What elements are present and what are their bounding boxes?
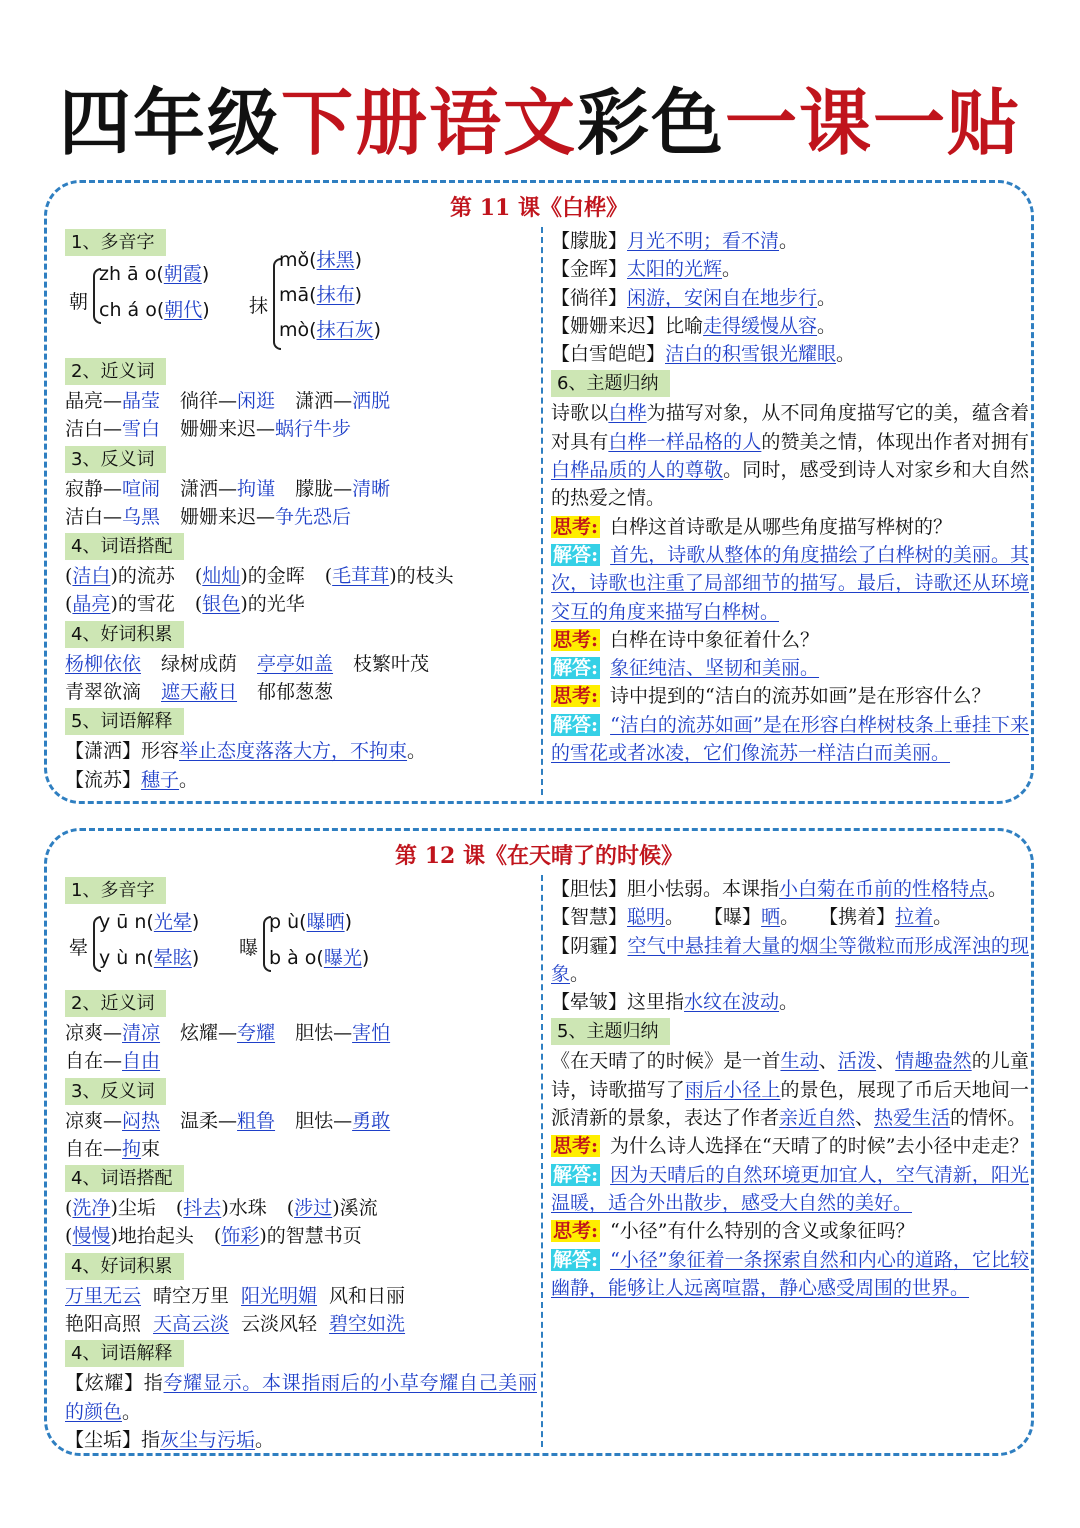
- title-part-4: 一课一贴: [725, 81, 1022, 165]
- word-explanation: 【白雪皑皑】洁白的积雪银光耀眼。: [551, 343, 856, 366]
- polyphonic-block: 晕 y ū n(光晕) y ù n(晕眩) 曝 p ù(曝晒) b à o(曝光): [65, 906, 537, 988]
- collocation-row: (慢慢)地抬起头 (饰彩)的智慧书页: [65, 1225, 362, 1248]
- pinyin: mǒ: [279, 249, 310, 271]
- pinyin: y ū n: [99, 911, 147, 933]
- question: 思考: 为什么诗人选择在“天晴了的时候”去小径中走走？: [553, 1135, 1029, 1158]
- example-word: 朝霞: [163, 263, 202, 285]
- polyphonic-char: 朝: [69, 291, 89, 313]
- synonym-row: 晶亮—晶莹 徜徉—闲逛 潇洒—洒脱: [65, 390, 391, 412]
- theme-summary: 诗歌以白桦为描写对象，从不同角度描写它的美，蕴含着对具有白桦一样品格的人的赞美之情，体现出作者对拥有白桦品质的人的尊敬。同时，感受到诗人对家乡和大自然的热爱之情。: [551, 402, 1029, 510]
- pinyin: y ù n: [99, 947, 147, 969]
- question: 思考: 白桦这首诗歌是从哪些角度描写桦树的？: [553, 515, 953, 538]
- left-column: [65, 875, 537, 1454]
- answer: 解答: 首先，诗歌从整体的角度描绘了白桦树的美丽。其次，诗歌也注重了局部细节的描写。最后，诗歌还从环境交互的角度来描写白桦树。: [551, 543, 1029, 623]
- synonym-row: 自在—自由: [65, 1050, 161, 1073]
- good-words-row: 艳阳高照 天高云淡 云淡风轻 碧空如洗: [65, 1313, 406, 1336]
- think-label: 思考:: [553, 515, 599, 538]
- good-words-row: 万里无云 晴空万里 阳光明媚 风和日丽: [65, 1284, 406, 1307]
- answer-label: 解答:: [553, 657, 599, 680]
- section-header: 4、词语搭配: [65, 533, 184, 560]
- pinyin: ch á o: [99, 299, 157, 321]
- answer-label: 解答:: [553, 713, 599, 736]
- think-label: 思考:: [553, 1220, 599, 1243]
- example-word: 抹石灰: [316, 319, 374, 341]
- antonym-row: 寂静—喧闹 潇洒—拘谨 朦胧—清晰: [65, 477, 391, 500]
- word-explanation: 【晕皱】这里指水纹在波动。: [551, 991, 799, 1014]
- word-explanation: 【胆怯】胆小怯弱。本课指小白菊在币前的性格特点。: [551, 878, 1008, 900]
- answer-label: 解答:: [553, 1163, 599, 1186]
- section-header: 2、近义词: [65, 990, 166, 1017]
- section-header: 1、多音字: [65, 229, 166, 256]
- example-word: 曝晒: [306, 911, 345, 933]
- word-explanation: 【金晖】太阳的光辉。: [551, 258, 742, 281]
- section-header: 4、好词积累: [65, 621, 184, 648]
- word-explanation: 【姗姗来迟】比喻走得缓慢从容。: [551, 314, 837, 337]
- section-header: 5、词语解释: [65, 708, 184, 735]
- section-header: 3、反义词: [65, 1078, 166, 1105]
- word-explanation: 【流苏】穗子。: [65, 768, 199, 791]
- question: 思考: 诗中提到的“洁白的流苏如画”是在形容什么？: [553, 685, 991, 708]
- section-header: 6、主题归纳: [551, 370, 670, 397]
- example-word: 抹布: [316, 284, 355, 306]
- pinyin: mò: [279, 319, 310, 341]
- synonym-row: 洁白—雪白 姗姗来迟—蜗行牛步: [65, 418, 352, 441]
- polyphonic-block: 朝 zh ā o(朝霞) ch á o(朝代) 抹 mǒ(抹黑) mā(抹布) mò(抹石灰): [65, 258, 537, 356]
- theme-summary: 《在天晴了的时候》是一首生动、活泼、情趣盎然的儿童诗，诗歌描写了雨后小径上的景色，展现了币后天地间一派清新的景象，表达了作者亲近自然、热爱生活的情怀。: [551, 1050, 1029, 1130]
- good-words-row: 杨柳依依 绿树成荫 亭亭如盖 枝繁叶茂: [65, 652, 430, 675]
- column-divider: [541, 227, 543, 795]
- polyphonic-char: 曝: [239, 937, 259, 959]
- example-word: 抹黑: [316, 249, 355, 271]
- word-explanation: 【朦胧】月光不明；看不清。: [551, 230, 799, 252]
- answer: 解答: 因为天晴后的自然环境更加宜人，空气清新，阳光温暖，适合外出散步，感受大自然的美好。: [551, 1163, 1029, 1214]
- lesson-12-card: [44, 828, 1034, 1456]
- word-explanation: 【炫耀】指夸耀显示。本课指雨后的小草夸耀自己美丽的颜色。: [65, 1372, 537, 1423]
- synonym-row: 凉爽—清凉 炫耀—夸耀 胆怯—害怕: [65, 1022, 391, 1044]
- section-header: 4、好词积累: [65, 1253, 184, 1280]
- question: 思考: “小径”有什么特别的含义或象征吗？: [553, 1220, 915, 1243]
- title-part-1: 四年级: [58, 81, 281, 165]
- lesson-11-card: [44, 180, 1034, 804]
- word-explanation: 【阴霾】空气中悬挂着大量的烟尘等微粒而形成浑浊的现象。: [551, 934, 1029, 985]
- section-header: 4、词语解释: [65, 1340, 184, 1367]
- section-header: 4、词语搭配: [65, 1165, 184, 1192]
- right-column: [551, 875, 1029, 1302]
- pinyin: b à o: [269, 947, 317, 969]
- word-explanation: 【潇洒】形容举止态度落落大方，不拘束。: [65, 740, 427, 763]
- think-label: 思考:: [553, 628, 599, 651]
- pinyin: p ù: [269, 911, 300, 933]
- polyphonic-char: 抹: [249, 295, 269, 317]
- polyphonic-char: 晕: [69, 937, 89, 959]
- section-header: 2、近义词: [65, 358, 166, 385]
- pinyin: zh ā o: [99, 263, 157, 285]
- antonym-row: 自在—拘束: [65, 1137, 161, 1160]
- antonym-row: 洁白—乌黑 姗姗来迟—争先恐后: [65, 505, 352, 528]
- column-divider: [541, 875, 543, 1447]
- collocation-row: (洗净)尘垢 (抖去)水珠 (涉过)溪流: [65, 1197, 378, 1220]
- lesson-title: 第 12 课《在天晴了的时候》: [395, 843, 683, 869]
- collocation-row: (晶亮)的雪花 (银色)的光华: [65, 593, 305, 616]
- good-words-row: 青翠欲滴 遮天蔽日 郁郁葱葱: [65, 681, 334, 704]
- example-word: 晕眩: [153, 947, 192, 969]
- answer-label: 解答:: [553, 543, 599, 566]
- lesson-title: 第 11 课《白桦》: [450, 195, 628, 221]
- answer-label: 解答:: [553, 1248, 599, 1271]
- word-explanation: 【智慧】聪明。 【曝】晒。 【携着】拉着。: [551, 906, 953, 929]
- section-header: 3、反义词: [65, 446, 166, 473]
- example-word: 朝代: [164, 299, 203, 321]
- example-word: 曝光: [323, 947, 362, 969]
- left-column: [65, 227, 537, 794]
- collocation-row: (洁白)的流苏 (灿灿)的金晖 (毛茸茸)的枝头: [65, 565, 454, 588]
- title-part-3: 彩色: [577, 81, 726, 165]
- antonym-row: 凉爽—闷热 温柔—粗鲁 胆怯—勇敢: [65, 1109, 391, 1132]
- pinyin: mā: [279, 284, 310, 306]
- right-column: [551, 227, 1029, 767]
- word-explanation: 【尘垢】指灰尘与污垢。: [65, 1428, 275, 1451]
- answer: 解答: 象征纯洁、坚韧和美丽。: [553, 657, 820, 680]
- section-header: 5、主题归纳: [551, 1018, 670, 1045]
- example-word: 光晕: [153, 911, 192, 933]
- word-explanation: 【徜徉】闲游，安闲自在地步行。: [551, 286, 837, 309]
- title-part-2: 下册语文: [280, 81, 577, 165]
- page-title: [0, 78, 1080, 168]
- section-header: 1、多音字: [65, 877, 166, 904]
- think-label: 思考:: [553, 1135, 599, 1158]
- think-label: 思考:: [553, 685, 599, 708]
- answer: 解答: “洁白的流苏如画”是在形容白桦树枝条上垂挂下来的雪花或者冰凌，它们像流苏一样洁白而美丽。: [551, 713, 1029, 765]
- answer: 解答: “小径”象征着一条探索自然和内心的道路，它比较幽静，能够让人远离喧嚣，静心感受周围的世界。: [551, 1248, 1029, 1299]
- question: 思考: 白桦在诗中象征着什么？: [553, 628, 820, 651]
